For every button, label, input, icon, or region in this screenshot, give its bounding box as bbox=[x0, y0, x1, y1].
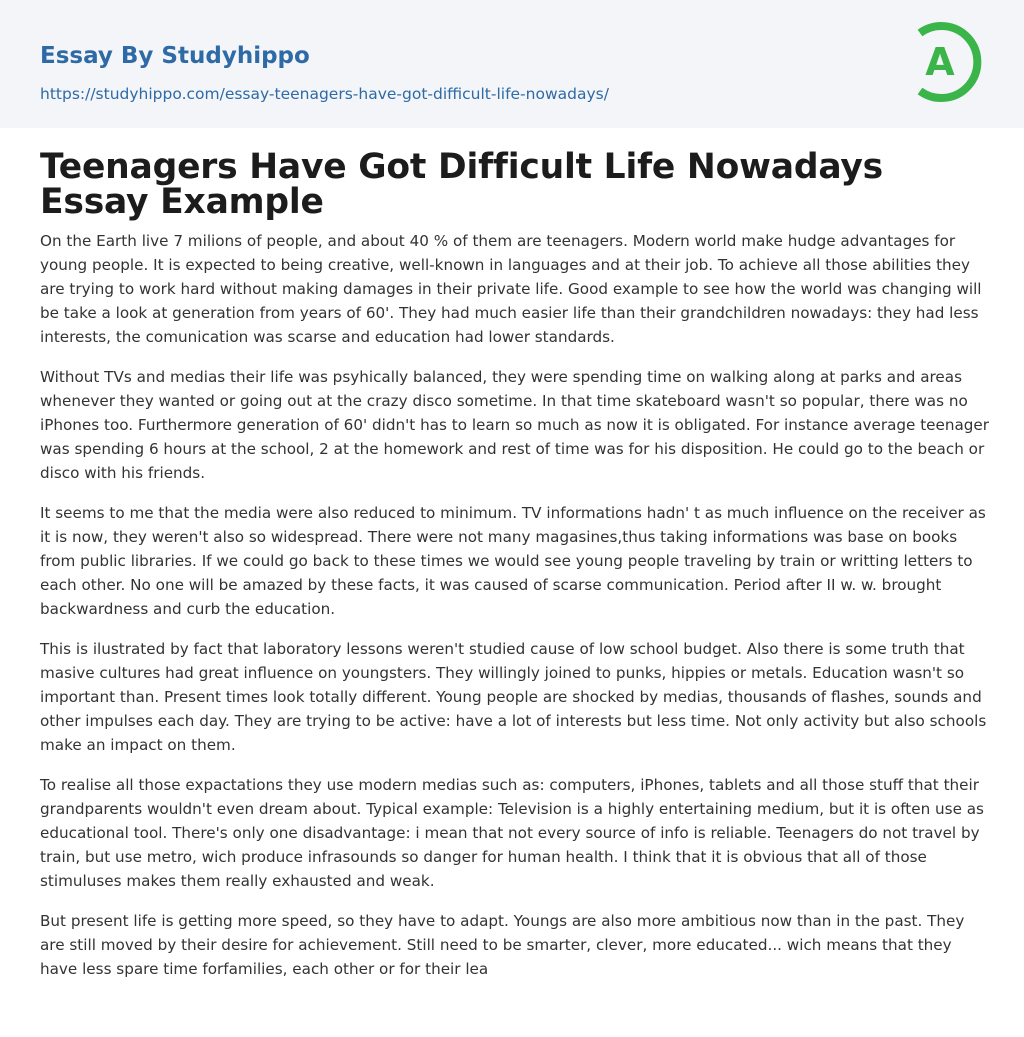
site-brand[interactable]: Essay By Studyhippo bbox=[40, 43, 310, 69]
essay-paragraph: On the Earth live 7 milions of people, and about 40 % of them are teenagers. Modern world make hudge advantages for young people. It is expected to being creative, well-known in languages and at their job. To achieve all those abilities they are trying to work hard without making damages in their private life. Good example to see how the world was changing will be take a look at generation from years of 60'. They had much easier life than their grandchildren nowadays: they had less interests, the comunication was scarse and education had lower standards. bbox=[40, 232, 982, 346]
essay-paragraph: This is ilustrated by fact that laboratory lessons weren't studied cause of low school budget. Also there is some truth that masive cultures had great influence on youngsters. They willingly joined to punks, hippies or metals. Education wasn't so important than. Present times look totally different. Young people are shocked by medias, thousands of flashes, sounds and other impulses each day. They are trying to be active: have a lot of interests but less time. Not only activity but also schools make an impact on them. bbox=[40, 640, 987, 754]
essay-title: Teenagers Have Got Difficult Life Nowadays Essay Example bbox=[40, 147, 883, 222]
essay-body bbox=[40, 229, 990, 997]
essay-paragraph: Without TVs and medias their life was psyhically balanced, they were spending time on walking along at parks and areas whenever they wanted or going out at the crazy disco sometime. In that time skateboard wasn't so popular, there was no iPhones too. Furthermore generation of 60' didn't has to learn so much as now it is obligated. For instance average teenager was spending 6 hours at the school, 2 at the homework and rest of time was for his disposition. He could go to the beach or disco with his friends. bbox=[40, 368, 990, 482]
essay-paragraph: It seems to me that the media were also reduced to minimum. TV informations hadn' t as much influence on the receiver as it is now, they weren't also so widespread. There were not many magasines,thus taking informations was base on books from public libraries. If we could go back to these times we would see young people traveling by train or writting letters to each other. No one will be amazed by these facts, it was caused of scarse communication. Period after II w. w. brought backwardness and curb the education. bbox=[40, 504, 986, 618]
essay-url-link[interactable]: https://studyhippo.com/essay-teenagers-have-got-difficult-life-nowadays/ bbox=[40, 85, 609, 103]
essay-paragraph: To realise all those expactations they use modern medias such as: computers, iPhones, tablets and all those stuff that their grandparents wouldn't even dream about. Typical example: Television is a highly entertaining medium, but it is often use as educational tool. There's only one disadvantage: i mean that not every source of info is reliable. Teenagers do not travel by train, but use metro, wich produce infrasounds so danger for human health. I think that it is obvious that all of those stimuluses makes them really exhausted and weak. bbox=[40, 776, 984, 890]
site-header bbox=[0, 0, 1024, 128]
studyhippo-logo-icon[interactable] bbox=[912, 19, 986, 105]
essay-paragraph: But present life is getting more speed, so they have to adapt. Youngs are also more ambitious now than in the past. They are still moved by their desire for achievement. Still need to be smarter, clever, more educated... wich means that they have less spare time forfamilies, each other or for their lea bbox=[40, 912, 965, 978]
logo-letter: A bbox=[925, 40, 955, 84]
